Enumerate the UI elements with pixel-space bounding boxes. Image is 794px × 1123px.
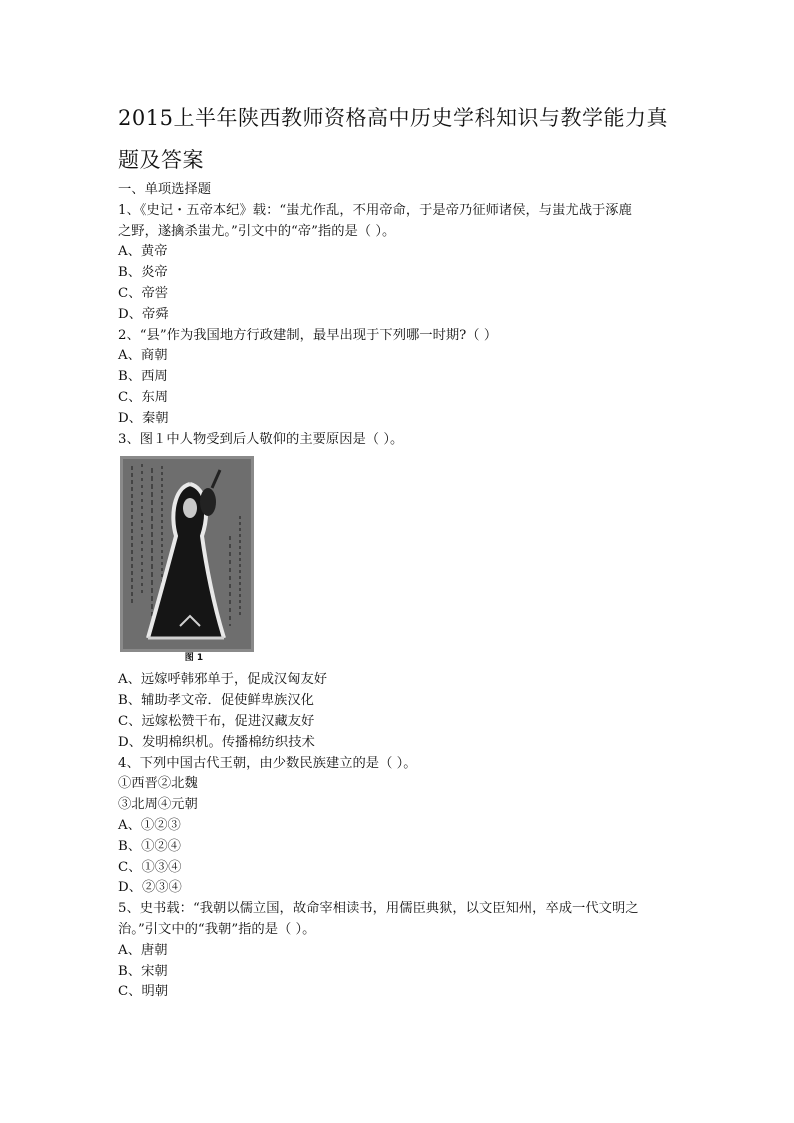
question-2-stem: 2、“县”作为我国地方行政建制，最早出现于下列哪一时期?（ ）: [118, 327, 498, 343]
question-2-option-c: C、东周: [118, 389, 169, 405]
document-title-line-1: 2015上半年陕西教师资格高中历史学科知识与教学能力真: [118, 106, 668, 130]
question-5-option-b: B、宋朝: [118, 963, 168, 979]
question-1-option-b: B、炎帝: [118, 265, 168, 281]
question-2-option-b: B、西周: [118, 369, 168, 385]
question-1-option-d: D、帝舜: [118, 306, 169, 322]
question-3-option-c: C、远嫁松赞干布，促进汉藏友好: [118, 713, 315, 729]
figure-1-portrait-image: [120, 456, 254, 652]
figure-1-caption: 图 1: [184, 653, 204, 664]
question-4-option-b: B、①②④: [118, 838, 181, 854]
question-1-stem-line-2: 之野，遂擒杀蚩尤。”引文中的“帝”指的是（ ）。: [118, 223, 396, 239]
document-body: [118, 180, 678, 1003]
question-2-option-a: A、商朝: [118, 348, 168, 364]
figure-1: [120, 456, 254, 664]
question-4-items-line-1: ①西晋②北魏: [118, 776, 198, 792]
question-3-option-b: B、辅助孝文帝．促使鲜卑族汉化: [118, 693, 314, 709]
question-2-option-d: D、秦朝: [118, 410, 169, 426]
document-title-line-2: 题及答案: [118, 148, 204, 172]
question-4-items-line-2: ③北周④元朝: [118, 797, 198, 813]
question-5-option-a: A、唐朝: [118, 942, 168, 958]
question-5-stem-line-2: 治。”引文中的“我朝”指的是（ ）。: [118, 921, 316, 937]
question-4-stem: 4、下列中国古代王朝，由少数民族建立的是（ ）。: [118, 755, 417, 771]
question-1-option-a: A、黄帝: [118, 244, 168, 260]
question-4-option-a: A、①②③: [118, 817, 181, 833]
question-4-option-c: C、①③④: [118, 859, 182, 875]
question-5-stem-line-1: 5、史书载：“我朝以儒立国，故命宰相读书，用儒臣典狱，以文臣知州，卒成一代文明之: [118, 901, 639, 917]
question-3-stem: 3、图１中人物受到后人敬仰的主要原因是（ ）。: [118, 431, 404, 447]
question-3-option-a: A、远嫁呼韩邪单于，促成汉匈友好: [118, 672, 328, 688]
section-heading: 一、单项选择题: [118, 182, 212, 197]
question-3-option-d: D、发明棉织机。传播棉纺织技术: [118, 734, 315, 750]
question-5-option-c: C、明朝: [118, 984, 169, 1000]
question-1-option-c: C、帝喾: [118, 285, 169, 301]
question-4-option-d: D、②③④: [118, 880, 182, 896]
question-1-stem-line-1: 1、《史记・五帝本纪》载：“蚩尤作乱，不用帝命，于是帝乃征师诸侯，与蚩尤战于涿鹿: [118, 202, 632, 218]
